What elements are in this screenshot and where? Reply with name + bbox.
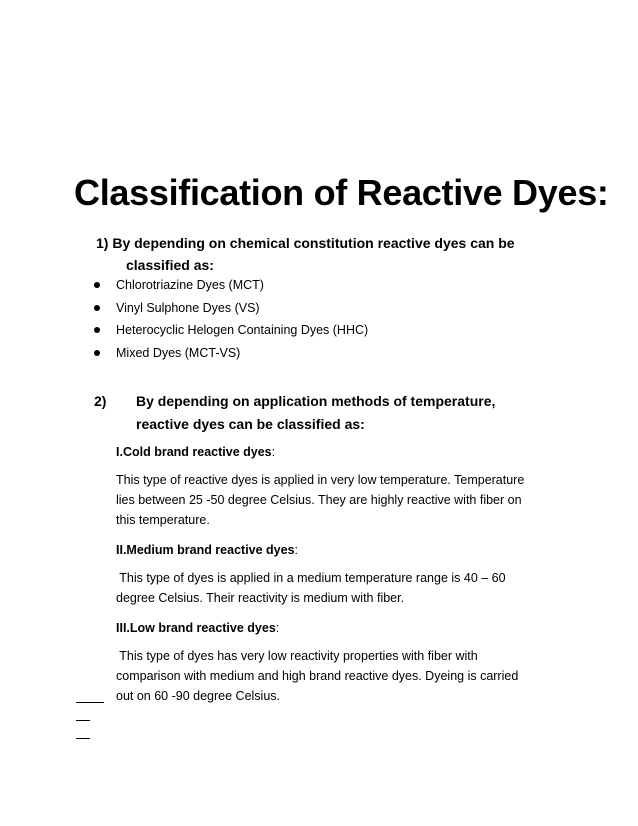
section-2-heading-line-1: By depending on application methods of temperature,: [136, 393, 496, 409]
underline-rule: [76, 702, 104, 703]
list-item: [94, 297, 368, 320]
low-brand-colon: :: [275, 621, 280, 635]
list-item-label: Vinyl Sulphone Dyes (VS): [116, 300, 260, 315]
list-item: [94, 319, 368, 342]
bullet-icon: [94, 305, 100, 311]
list-item-label: Chlorotriazine Dyes (MCT): [116, 278, 264, 292]
section-2-content: [116, 442, 576, 716]
bullet-icon: [94, 327, 100, 333]
text-line: This type of dyes is applied in a medium temperature range is 40 – 60: [116, 571, 506, 585]
section-2-heading-line-2: reactive dyes can be classified as:: [136, 416, 365, 432]
section-1-heading-line-1: 1) By depending on chemical constitution reactive dyes can be: [96, 235, 515, 251]
section-2-number: 2): [94, 393, 107, 409]
text-line: this temperature.: [116, 513, 210, 527]
text-line: This type of dyes has very low reactivity properties with fiber with: [116, 649, 478, 663]
low-brand-title: III.Low brand reactive dyes: [116, 621, 276, 635]
list-item-label: Mixed Dyes (MCT-VS): [116, 345, 241, 360]
underline-rule: [76, 738, 90, 739]
list-item: [94, 342, 368, 365]
section-1-heading: [96, 232, 566, 276]
medium-brand-heading: [116, 540, 576, 560]
section-2-heading: [94, 390, 574, 436]
cold-brand-heading: [116, 442, 576, 462]
text-line: out on 60 -90 degree Celsius.: [116, 689, 280, 703]
underline-rule: [76, 720, 90, 721]
section-1-heading-line-2: classified as:: [126, 257, 214, 273]
list-item: [94, 274, 368, 297]
medium-brand-title: II.Medium brand reactive dyes: [116, 543, 295, 557]
text-line: lies between 25 -50 degree Celsius. They are highly reactive with fiber on: [116, 493, 522, 507]
page-title: Classification of Reactive Dyes:: [74, 172, 609, 213]
cold-brand-description: [116, 470, 576, 530]
medium-brand-colon: :: [294, 543, 299, 557]
text-line: degree Celsius. Their reactivity is medium with fiber.: [116, 591, 405, 605]
bullet-icon: [94, 282, 100, 288]
dye-type-list: [94, 274, 368, 364]
bullet-icon: [94, 350, 100, 356]
cold-brand-colon: :: [271, 445, 276, 459]
low-brand-description: [116, 646, 576, 706]
text-line: This type of reactive dyes is applied in very low temperature. Temperature: [116, 473, 525, 487]
low-brand-heading: [116, 618, 576, 638]
medium-brand-description: [116, 568, 576, 608]
list-item-label: Heterocyclic Helogen Containing Dyes (HHC): [116, 323, 369, 337]
cold-brand-title: I.Cold brand reactive dyes: [116, 445, 272, 459]
text-line: comparison with medium and high brand reactive dyes. Dyeing is carried: [116, 669, 519, 683]
